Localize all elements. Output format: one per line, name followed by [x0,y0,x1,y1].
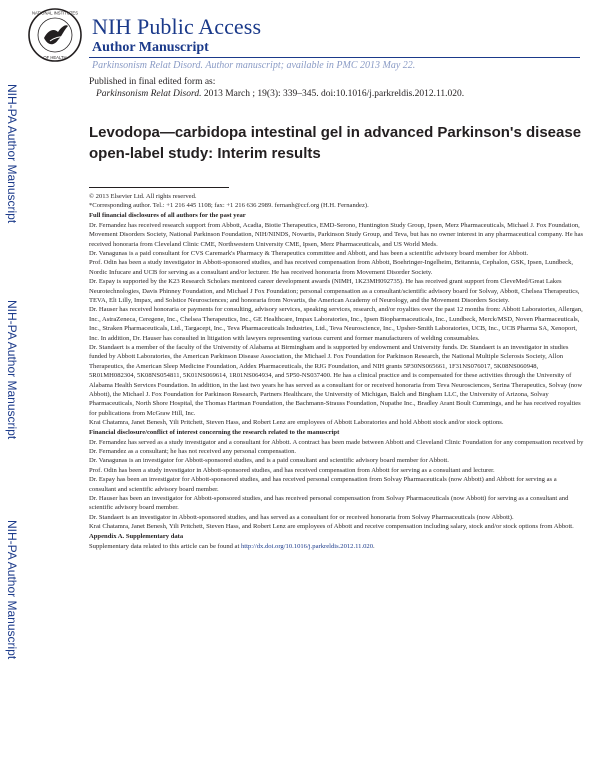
section2-heading: Financial disclosure/conflict of interest concerning the research related to the manuscript [89,429,340,437]
disclosure-paragraph: Dr. Espay is supported by the K23 Research Scholars mentored career development awards (NIMH, 1K23MH092735). He has received grant support from CleveMed/Great Lakes Neurotechnologies, Davis Phinney Foundation, and Michael J Fox Foundation; personal compensation as a consultant/scientific advisory board for Solvay, Abbott, Chelsea Therapeutics, TEVA, Eli Lilly, Impax, and Solstice Neurosciences; and honoraria from Novartis, the American Academy of Neurology, and the Movement Disorders Society. [89,278,580,304]
journal-name: Parkinsonism Relat Disord. [96,89,202,99]
appendix-end: . [373,542,375,550]
appendix-lead: Supplementary data related to this article can be found at [89,542,241,550]
disclosure-paragraph: Dr. Vanagunas is a paid consultant for CVS Caremark's Pharmacy & Therapeutics committee and Abbott, and has been a scientific advisory board member for Abbott. [89,249,529,257]
conflict-paragraph: Dr. Hauser has been an investigator for Abbott-sponsored studies, and has received personal compensation from Solvay Pharmaceuticals (now Abbott) for serving as a consultant and scientific advisory board member. [89,495,569,512]
side-label-bottom: NIH-PA Author Manuscript [5,520,19,660]
citation-details: 2013 March ; 19(3): 339–345. doi:10.1016/j.parkreldis.2012.11.020. [203,89,465,99]
header-title: NIH Public Access [92,14,262,39]
header-divider [89,57,580,58]
conflict-paragraph: Dr. Standaert is an investigator in Abbott-sponsored studies, and has served as a consultant for or received honoraria from Solvay Pharmaceuticals (now Abbott). [89,513,514,521]
conflict-paragraph: Dr. Vanagunas is an investigator for Abbott-sponsored studies, and is a paid consultant and scientific advisory board member for Abbott. [89,457,449,465]
disclosure-paragraph: Dr. Fernandez has received research support from Abbott, Acadia, Biotie Therapeutics, EMD-Serono, Huntington Study Group, Ipsen, Merz Pharmaceuticals, Michael J. Fox Foundation, Movement Disorders Society, National Parkinson Foundation, NIH/NINDS, Novartis, Parkinson Study Group, and Teva, but has no owner interest in any pharmaceutical company. He has received honoraria from Cleveland Clinic CME, Northwestern University CME, Ipsen, Merz Pharmaceuticals, and US World Meds. [89,221,584,248]
hhs-seal-logo-icon [28,8,82,62]
header-subtitle: Author Manuscript [92,40,209,55]
disclosure-paragraph: Dr. Hauser has received honoraria or payments for consulting, advisory services, speaking services, research, and/or royalties over the past 12 months from: Abbott Laboratories, Allergan, Inc., AstraZeneca, Ceregene, Inc., Chelsea Therapeutics, Inc., GE Healthcare, Impax Laboratories, Inc., Ipsen Biopharmaceuticals, Inc., Lundbeck, Merck/MSD, Noven Pharmaceuticals, Inc., Straken Pharmaceuticals, Ltd., Targacept, Inc., Teva Pharmaceuticals Industries, Ltd., Teva Neuroscience, Inc., Upsher-Smith Laboratories, UCB, Inc., UCB Pharma SA, Xenoport, Inc. In addition, Dr. Hauser has consulted in litigation with lawyers representing various current and former manufacturers of welding consumables. [89,306,583,342]
footnote-rule [89,187,229,188]
published-label: Published in final edited form as: [89,77,216,87]
conflict-paragraph: Dr. Espay has been an investigator for Abbott-sponsored studies, and has received personal compensation from Solvay Pharmaceuticals (now Abbott) and Abbott for serving as a consultant and scientific advisory board member. [89,476,557,493]
side-label-middle: NIH-PA Author Manuscript [5,300,19,440]
header-citation: Parkinsonism Relat Disord. Author manuscript; available in PMC 2013 May 22. [92,60,416,71]
side-label-top: NIH-PA Author Manuscript [5,84,19,224]
supplementary-data-link[interactable]: http://dx.doi.org/10.1016/j.parkreldis.2012.11.020 [240,542,374,550]
svg-text:OF HEALTH: OF HEALTH [43,55,67,60]
disclosure-paragraph: Prof. Odin has been a study investigator in Abbott-sponsored studies, and has received compensation from Abbott, Boehringer-Ingelheim, Britannia, Cephalon, GSK, Ipsen, Lundbeck, Nordic Infucare and UCB for serving as a consultant and/or lecturer. He has received honoraria from Movement Disorder Society. [89,259,574,276]
corresponding-author: *Corresponding author. Tel.: +1 216 445 1108; fax: +1 216 636 2989. fernanh@ccf.org (H.H. Fernandez). [89,202,369,210]
appendix-heading: Appendix A. Supplementary data [89,533,184,541]
section1-heading: Full financial disclosures of all authors for the past year [89,212,246,220]
footnotes [89,192,584,551]
svg-text:NATIONAL INSTITUTES: NATIONAL INSTITUTES [31,10,79,16]
disclosure-paragraph: Dr. Standaert is a member of the faculty of the University of Alabama at Birmingham and is supported by endowment and University funds. Dr. Standaert is an investigator in studies funded by Abbott Laboratories, the American Parkinson Disease Association, the Michael J. Fox Foundation for Parkinson Research, the National Multiple Sclerosis Society, Allon Therapeutics, the American Sleep Medicine Foundation, Addex Pharmaceuticals, the RJG Foundation, and NIH grants 5P30NS065661, 1F31NS076017, 5K08NS060948, 5R01MH082304, 5K08NS054811, 5K01NS069614, 1R01NS064934, and 5P50-NS037400. He has a clinical practice and is compensated for these activities through the University of Alabama Health Services Foundation. In addition, in the last two years he has served as a consultant for or received honoraria from Teva Neurosciences, Serina Therapeutics, Solvay (now Abbott), the Michael J. Fox Foundation for Parkinson Research, Partners Healthcare, the University of Michigan, Balch and Bingham LLC, the University of Arizona, Solvay Pharmaceuticals, North Shore Hospital, the Thomas Hartman Foundation, the Bachmann-Strauss Foundation, Nupathe Inc., Bradley Arant Boult Cummings, and he has received royalties for publications from McGraw Hill, Inc. [89,344,583,417]
disclosure-paragraph: Krai Chatamra, Janet Benesh, Yili Pritchett, Steven Hass, and Robert Lenz are employees of Abbott Laboratories and hold Abbott stock and/or stock options. [89,419,504,427]
conflict-paragraph: Krai Chatamra, Janet Benesh, Yili Pritchett, Steven Hass, and Robert Lenz are employees of Abbott and receive compensation including salary, stock and/or stock options from Abbott. [89,523,574,531]
conflict-paragraph: Dr. Fernandez has served as a study investigator and a consultant for Abbott. A contract has been made between Abbott and Cleveland Clinic Foundation for any compensation received by Dr. Fernandez as a consultant; he has not received any personal compensation. [89,438,584,455]
copyright: © 2013 Elsevier Ltd. All rights reserved. [89,193,197,200]
appendix-text [89,542,584,551]
published-citation [96,89,464,99]
article-title: Levodopa—carbidopa intestinal gel in advanced Parkinson's disease open-label study: Interim results [89,124,582,162]
conflict-paragraph: Prof. Odin has been a study investigator in Abbott-sponsored studies, and has received compensation from Abbott for serving as a consultant and lecturer. [89,466,495,474]
